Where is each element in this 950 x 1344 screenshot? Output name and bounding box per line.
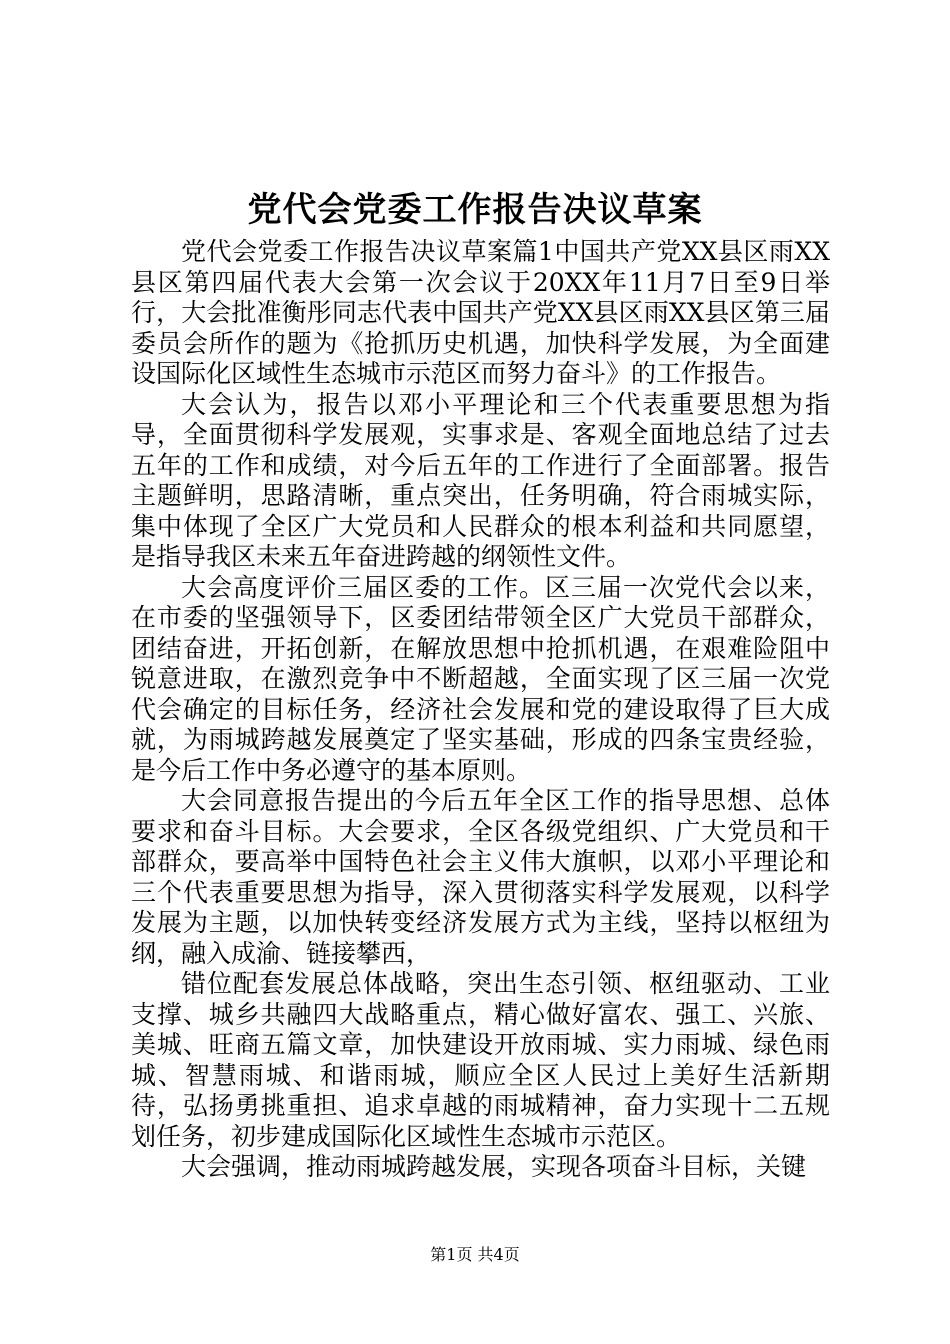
body-paragraph-5: 错位配套发展总体战略，突出生态引领、枢纽驱动、工业支撑、城乡共融四大战略重点，精心做好富农、强工、兴旅、美城、旺商五篇文章，加快建设开放雨城、实力雨城、绿色雨城、智慧雨城、和谐雨城，顺应全区人民过上美好生活新期待，弘扬勇挑重担、追求卓越的雨城精神，奋力实现十二五规划任务，初步建成国际化区域性生态城市示范区。 — [131, 969, 830, 1151]
body-paragraph-1: 党代会党委工作报告决议草案篇1中国共产党XX县区雨XX县区第四届代表大会第一次会议于20XX年11月7日至9日举行，大会批准衡彤同志代表中国共产党XX县区雨XX县区第三届委员会所作的题为《抢抓历史机遇，加快科学发展，为全面建设国际化区域性生态城市示范区而努力奋斗》的工作报告。 — [131, 237, 830, 388]
body-paragraph-3: 大会高度评价三届区委的工作。区三届一次党代会以来，在市委的坚强领导下，区委团结带领全区广大党员干部群众，团结奋进，开拓创新，在解放思想中抢抓机遇，在艰难险阻中锐意进取，在激烈竞争中不断超越，全面实现了区三届一次党代会确定的目标任务，经济社会发展和党的建设取得了巨大成就，为雨城跨越发展奠定了坚实基础，形成的四条宝贵经验，是今后工作中务必遵守的基本原则。 — [131, 572, 830, 785]
document-body — [131, 237, 830, 1183]
body-paragraph-4: 大会同意报告提出的今后五年全区工作的指导思想、总体要求和奋斗目标。大会要求，全区各级党组织、广大党员和干部群众，要高举中国特色社会主义伟大旗帜，以邓小平理论和三个代表重要思想为指导，深入贯彻落实科学发展观，以科学发展为主题，以加快转变经济发展方式为主线，坚持以枢纽为纲，融入成渝、链接攀西， — [131, 786, 830, 968]
document-title: 党代会党委工作报告决议草案 — [247, 190, 703, 230]
body-paragraph-2: 大会认为，报告以邓小平理论和三个代表重要思想为指导，全面贯彻科学发展观，实事求是、客观全面地总结了过去五年的工作和成绩，对今后五年的工作进行了全面部署。报告主题鲜明，思路清晰，重点突出，任务明确，符合雨城实际，集中体现了全区广大党员和人民群众的根本利益和共同愿望，是指导我区未来五年奋进跨越的纲领性文件。 — [131, 389, 830, 571]
page-number-footer: 第1页 共4页 — [430, 1245, 520, 1264]
body-paragraph-6: 大会强调，推动雨城跨越发展，实现各项奋斗目标，关键 — [181, 1152, 807, 1181]
